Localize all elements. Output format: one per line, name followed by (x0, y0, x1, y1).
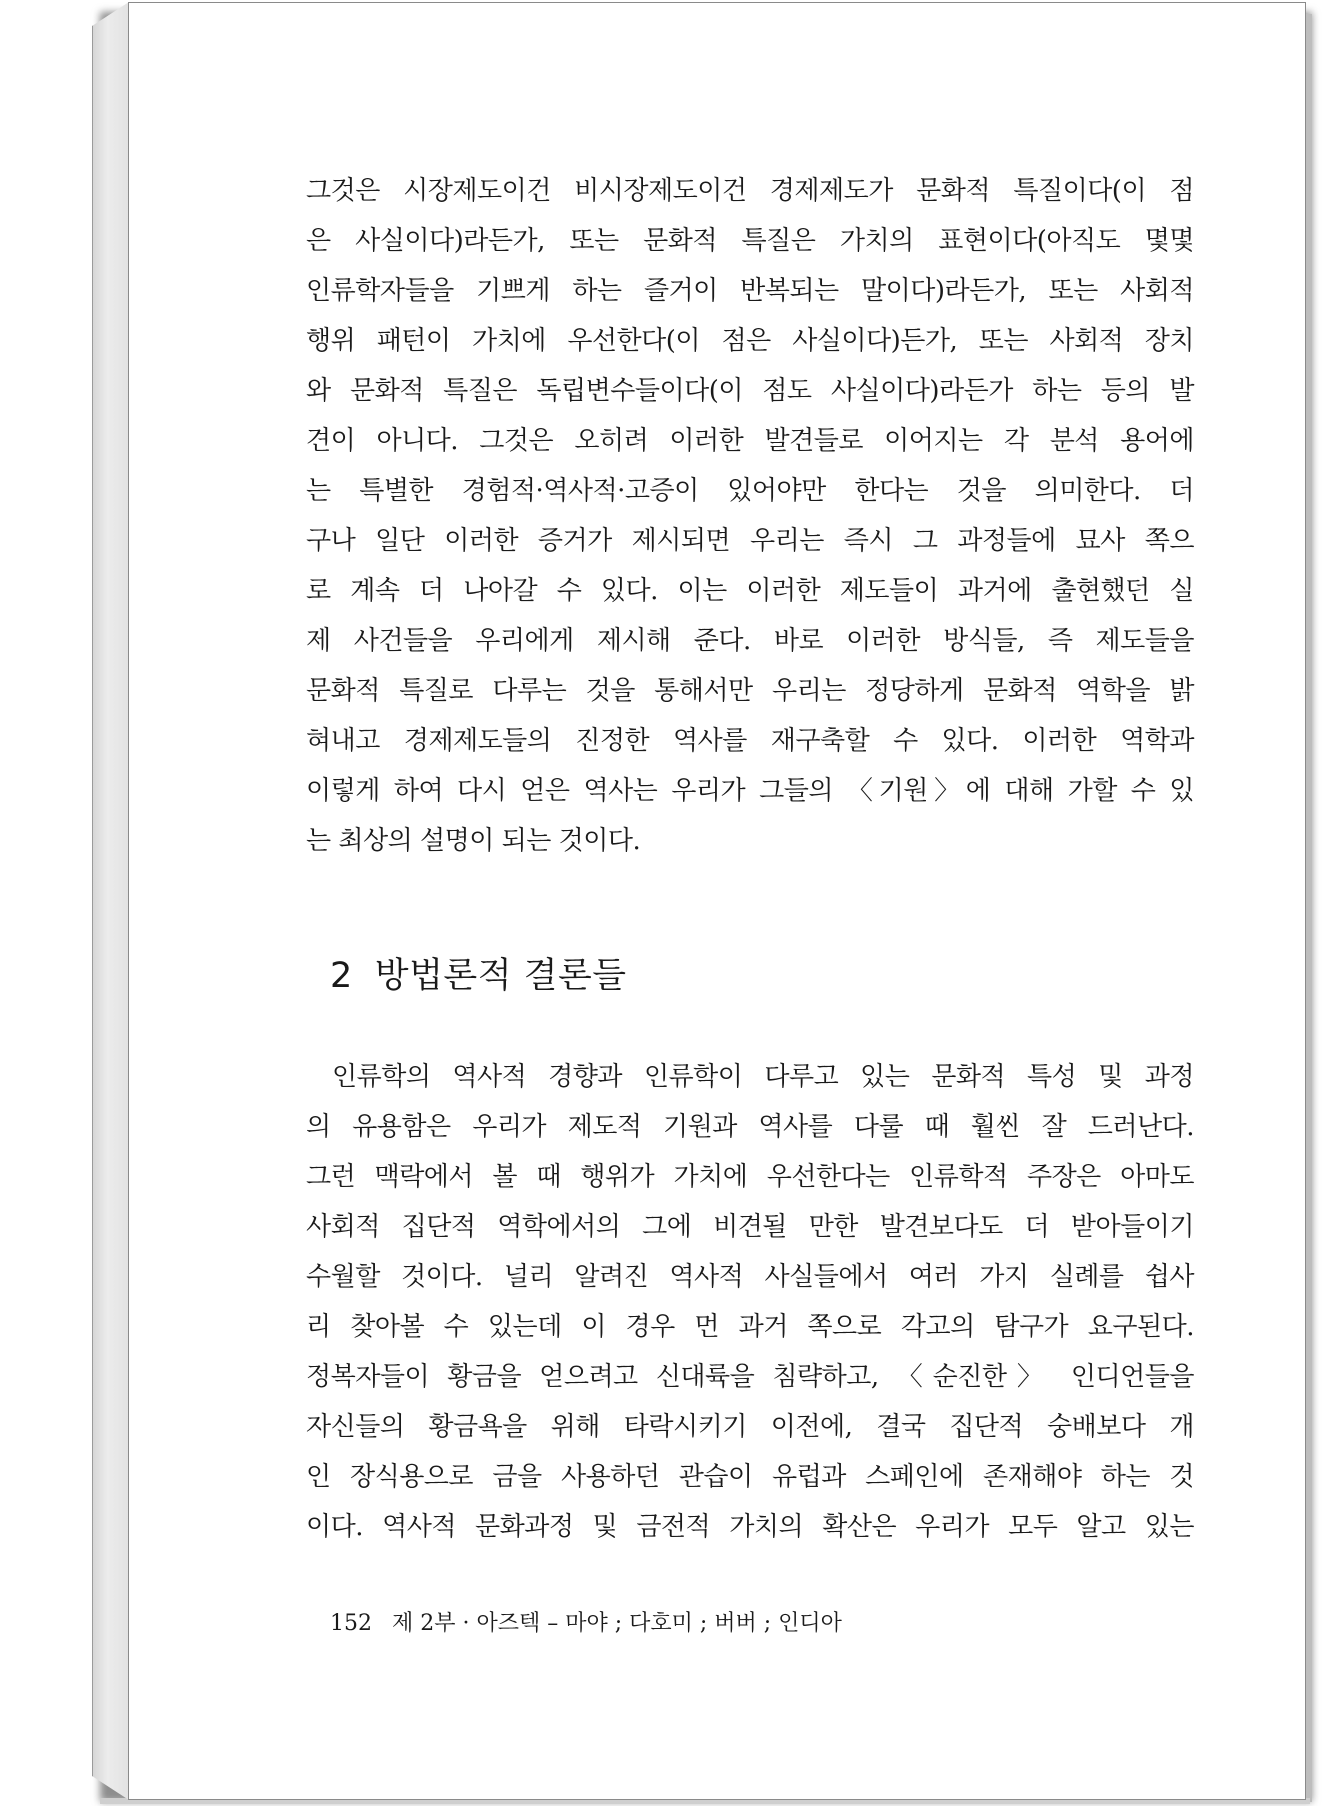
text-line: 혀내고 경제제도들의 진정한 역사를 재구축할 수 있다. 이러한 역학과 (306, 726, 1194, 756)
text-line: 은 사실이다)라든가, 또는 문화적 특질은 가치의 표현이다(아직도 몇몇 (306, 226, 1194, 256)
text-line: 의 유용함은 우리가 제도적 기원과 역사를 다룰 때 훨씬 잘 드러난다. (306, 1112, 1194, 1142)
running-title: 제 2부 · 아즈텍 – 마야 ; 다호미 ; 버버 ; 인디아 (392, 1611, 842, 1636)
text-line: 이렇게 하여 다시 얻은 역사는 우리가 그들의 〈기원〉에 대해 가할 수 있 (306, 776, 1194, 806)
text-line: 는 최상의 설명이 되는 것이다. (306, 826, 641, 856)
body-paragraph-2 (306, 1052, 1194, 1552)
text-line: 인류학자들을 기쁘게 하는 즐거이 반복되는 말이다)라든가, 또는 사회적 (306, 276, 1194, 306)
text-line: 리 찾아볼 수 있는데 이 경우 먼 과거 쪽으로 각고의 탐구가 요구된다. (306, 1312, 1194, 1342)
text-line: 사회적 집단적 역학에서의 그에 비견될 만한 발견보다도 더 받아들이기 (306, 1212, 1194, 1242)
text-line: 제 사건들을 우리에게 제시해 준다. 바로 이러한 방식들, 즉 제도들을 (306, 626, 1194, 656)
text-line: 수월할 것이다. 널리 알려진 역사적 사실들에서 여러 가지 실례를 쉽사 (306, 1262, 1194, 1292)
text-line: 행위 패턴이 가치에 우선한다(이 점은 사실이다)든가, 또는 사회적 장치 (306, 326, 1194, 356)
text-line: 구나 일단 이러한 증거가 제시되면 우리는 즉시 그 과정들에 묘사 쪽으 (306, 526, 1194, 556)
text-line: 인 장식용으로 금을 사용하던 관습이 유럽과 스페인에 존재해야 하는 것 (306, 1462, 1194, 1492)
text-line: 자신들의 황금욕을 위해 타락시키기 이전에, 결국 집단적 숭배보다 개 (306, 1412, 1194, 1442)
page-number: 152 (330, 1611, 372, 1636)
text-line: 견이 아니다. 그것은 오히려 이러한 발견들로 이어지는 각 분석 용어에 (306, 426, 1194, 456)
book-spine (92, 2, 129, 1800)
section-number: 2 (330, 956, 353, 996)
page-footer (330, 1606, 842, 1637)
text-line: 그것은 시장제도이건 비시장제도이건 경제제도가 문화적 특질이다(이 점 (306, 176, 1194, 206)
body-paragraph-1 (306, 166, 1194, 866)
text-line: 정복자들이 황금을 얻으려고 신대륙을 침략하고, 〈순진한〉 인디언들을 (306, 1362, 1194, 1392)
section-heading (330, 948, 627, 998)
section-title: 방법론적 결론들 (374, 956, 627, 996)
text-line: 인류학의 역사적 경향과 인류학이 다루고 있는 문화적 특성 및 과정 (332, 1062, 1194, 1092)
text-line: 문화적 특질로 다루는 것을 통해서만 우리는 정당하게 문화적 역학을 밝 (306, 676, 1194, 706)
text-line: 와 문화적 특질은 독립변수들이다(이 점도 사실이다)라든가 하는 등의 발 (306, 376, 1194, 406)
text-line: 그런 맥락에서 볼 때 행위가 가치에 우선한다는 인류학적 주장은 아마도 (306, 1162, 1194, 1192)
text-line: 는 특별한 경험적·역사적·고증이 있어야만 한다는 것을 의미한다. 더 (306, 476, 1194, 506)
text-line: 이다. 역사적 문화과정 및 금전적 가치의 확산은 우리가 모두 알고 있는 (306, 1512, 1194, 1542)
text-line: 로 계속 더 나아갈 수 있다. 이는 이러한 제도들이 과거에 출현했던 실 (306, 576, 1194, 606)
